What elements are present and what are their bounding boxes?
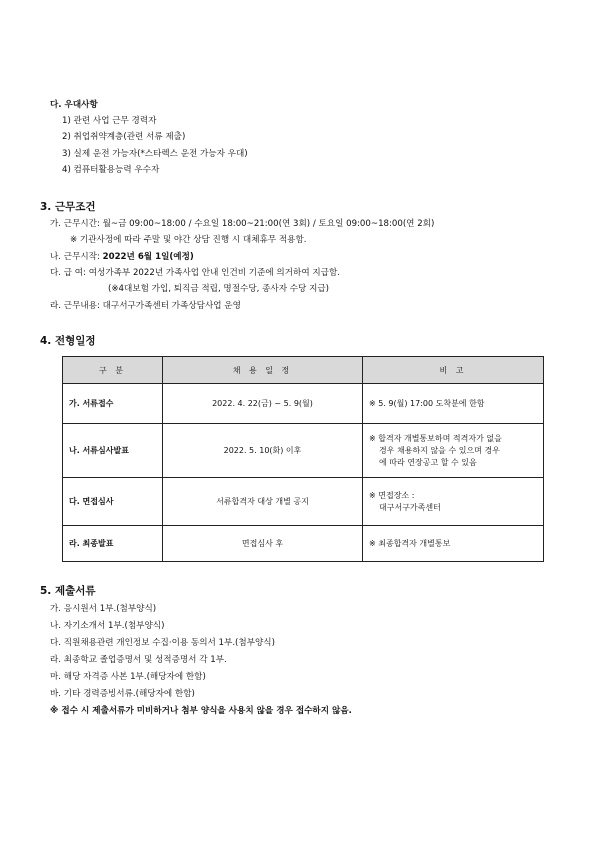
stage-cell: 가. 서류접수 <box>63 384 163 424</box>
header-stage: 구 분 <box>63 357 163 384</box>
document-item: 나. 자기소개서 1부.(첨부양식) <box>50 621 165 631</box>
table-row <box>63 526 544 562</box>
header-note: 비 고 <box>363 357 544 384</box>
work-hours: 가. 근무시간: 월~금 09:00~18:00 / 수요일 18:00~21:00(연 3회) / 토요일 09:00~18:00(연 2회) <box>50 219 435 229</box>
work-hours-note: ※ 기관사정에 따라 주말 및 야간 상담 진행 시 대체휴무 적용함. <box>70 235 307 245</box>
note-line: 대구서구가족센터 <box>379 502 441 512</box>
document-item: 바. 기타 경력증빙서류.(해당자에 한함) <box>50 689 195 699</box>
documents-warning: ※ 접수 시 제출서류가 미비하거나 첨부 양식을 사용치 않을 경우 접수하지 않음. <box>50 706 352 716</box>
note-cell <box>363 424 544 478</box>
note-line: 경우 채용하지 않을 수 있으며 경우 <box>379 445 500 455</box>
work-start <box>50 251 194 263</box>
header-date: 채 용 일 정 <box>163 357 363 384</box>
date-cell: 면접심사 후 <box>163 526 363 562</box>
date-cell: 2022. 4. 22(금) ~ 5. 9(월) <box>163 384 363 424</box>
stage-cell: 다. 면접심사 <box>63 478 163 526</box>
note-cell <box>363 478 544 526</box>
note-line: ※ 5. 9(월) 17:00 도착분에 한함 <box>369 398 485 408</box>
preference-heading: 다. 우대사항 <box>50 100 98 110</box>
document-item: 다. 직원채용관련 개인정보 수집·이용 동의서 1부.(첨부양식) <box>50 638 275 648</box>
note-cell <box>363 384 544 424</box>
document-item: 마. 해당 자격증 사본 1부.(해당자에 한함) <box>50 672 206 682</box>
note-cell <box>363 526 544 562</box>
note-line: ※ 면접장소 : <box>369 490 415 500</box>
work-pay: 다. 급 여: 여성가족부 2022년 가족사업 안내 인건비 기준에 의거하여 지급함. <box>50 268 340 278</box>
stage-cell: 나. 서류심사발표 <box>63 424 163 478</box>
schedule-heading: 4. 전형일정 <box>40 335 96 347</box>
schedule-table <box>62 356 544 562</box>
preference-item: 1) 관련 사업 근무 경력자 <box>62 116 157 126</box>
work-start-label: 나. 근무시작: <box>50 252 103 262</box>
note-line: 에 따라 연장공고 할 수 있음 <box>379 457 477 467</box>
conditions-heading: 3. 근무조건 <box>40 201 96 213</box>
work-pay-note: (※4대보험 가입, 퇴직금 적립, 명절수당, 종사자 수당 지급) <box>108 284 330 294</box>
table-row <box>63 478 544 526</box>
preference-item: 2) 취업취약계층(관련 서류 제출) <box>62 132 186 142</box>
table-row <box>63 424 544 478</box>
document-item: 라. 최종학교 졸업증명서 및 성적증명서 각 1부. <box>50 655 227 665</box>
table-row <box>63 384 544 424</box>
date-cell: 2022. 5. 10(화) 이후 <box>163 424 363 478</box>
note-line: ※ 합격자 개별통보하며 적격자가 없을 <box>369 433 502 443</box>
date-cell: 서류합격자 대상 개별 공지 <box>163 478 363 526</box>
preference-item: 4) 컴퓨터활용능력 우수자 <box>62 165 160 175</box>
work-duty: 라. 근무내용: 대구서구가족센터 가족상담사업 운영 <box>50 301 241 311</box>
preference-item: 3) 실제 운전 가능자(*스타렉스 운전 가능자 우대) <box>62 149 248 159</box>
stage-cell: 라. 최종발표 <box>63 526 163 562</box>
work-start-date: 2022년 6월 1일(예정) <box>102 252 194 262</box>
schedule-header-row <box>63 357 544 384</box>
documents-heading: 5. 제출서류 <box>40 585 96 597</box>
note-line: ※ 최종합격자 개별통보 <box>369 538 451 548</box>
document-item: 가. 응시원서 1부.(첨부양식) <box>50 604 157 614</box>
